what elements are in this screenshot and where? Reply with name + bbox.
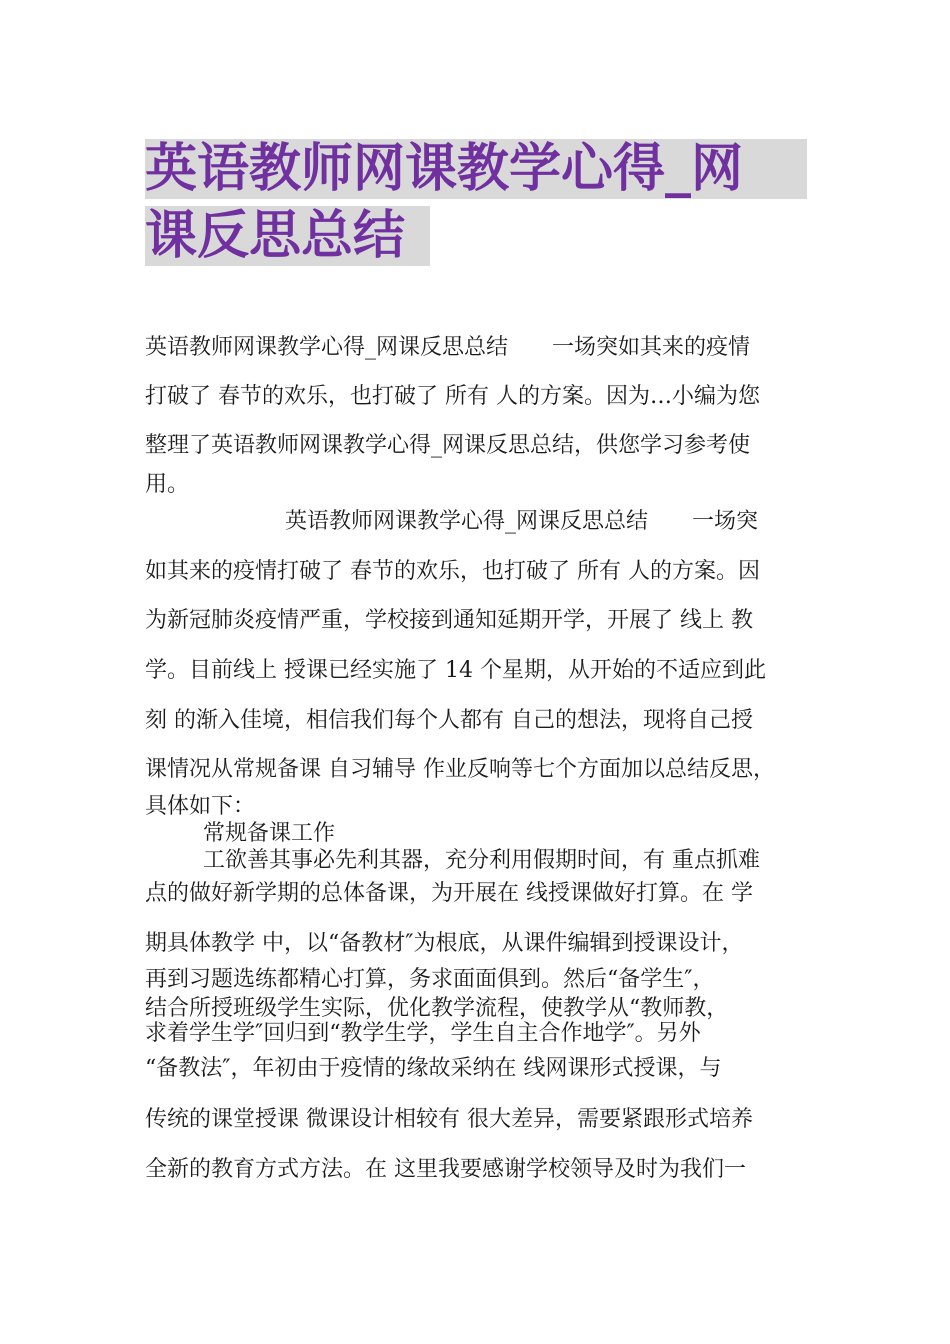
section-line-6: 求着学生学″回归到“教学生学，学生自主合作地学″。另外: [145, 1021, 701, 1046]
section-line-7: “备教法″，年初由于疫情的缘故采纳在 线网课形式授课，与: [145, 1056, 722, 1081]
title-line-1: 英语教师网课教学心得_网: [145, 139, 807, 199]
intro-line-3: 整理了英语教师网课教学心得_网课反思总结，供您学习参考使: [145, 433, 751, 458]
section-line-8: 传统的课堂授课 微课设计相较有 很大差异，需要紧跟形式培养: [145, 1107, 753, 1132]
body-line-4: 学。目前线上 授课已经实施了 14 个星期，从开始的不适应到此: [145, 658, 766, 683]
body-line-5: 刻 的渐入佳境，相信我们每个人都有 自己的想法，现将自己授: [145, 708, 753, 733]
intro-line-2: 打破了 春节的欢乐，也打破了 所有 人的方案。因为…小编为您: [145, 384, 760, 409]
section-line-4: 再到习题选练都精心打算，务求面面俱到。然后“备学生″，: [145, 967, 715, 992]
section-line-5: 结合所授班级学生实际，优化教学流程，使教学从“教师教，: [145, 996, 729, 1021]
body-line-1: 英语教师网课教学心得_网课反思总结 一场突: [285, 509, 759, 534]
section-line-1: 工欲善其事必先利其器，充分利用假期时间，有 重点抓难: [203, 848, 760, 873]
section-line-2: 点的做好新学期的总体备课，为开展在 线授课做好打算。在 学: [145, 881, 753, 906]
body-line-3: 为新冠肺炎疫情严重，学校接到通知延期开学，开展了 线上 教: [145, 608, 753, 633]
section-line-3: 期具体教学 中，以“备教材″为根底，从课件编辑到授课设计，: [145, 931, 744, 956]
body-line-2: 如其来的疫情打破了 春节的欢乐，也打破了 所有 人的方案。因: [145, 559, 760, 584]
body-line-6: 课情况从常规备课 自习辅导 作业反响等七个方面加以总结反思，: [145, 757, 775, 782]
title-line-2: 课反思总结: [145, 206, 430, 266]
section-line-9: 全新的教育方式方法。在 这里我要感谢学校领导及时为我们一: [145, 1157, 746, 1182]
intro-line-4: 用。: [145, 472, 190, 497]
body-line-7: 具体如下：: [145, 794, 256, 819]
section-heading: 常规备课工作: [203, 821, 336, 846]
intro-line-1: 英语教师网课教学心得_网课反思总结 一场突如其来的疫情: [145, 335, 751, 360]
